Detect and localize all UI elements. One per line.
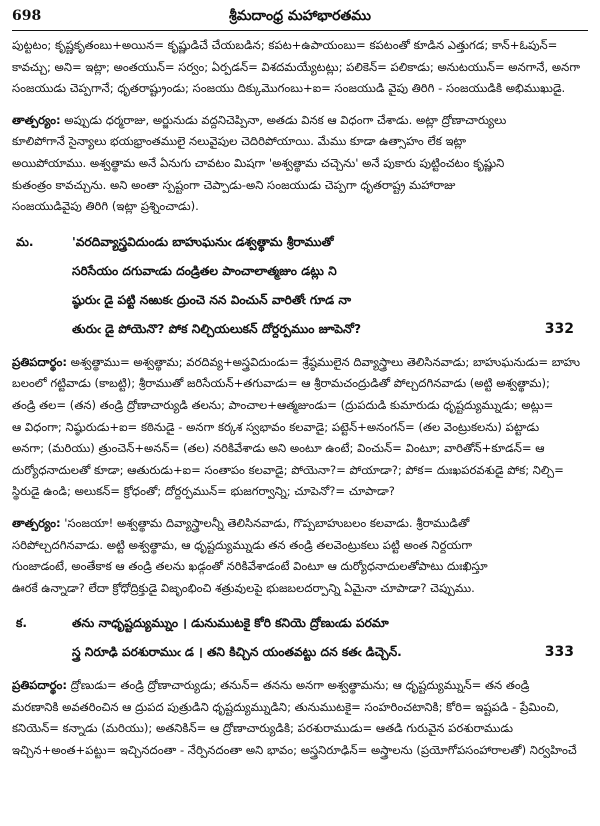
verse-333: [12, 609, 588, 667]
text-line: స్థిరుడై ఉండి; అలుకన్= క్రోధంతో; దోర్దర్పమున్= భుజగర్వాన్ని; చూపెనో?= చూపాడా?: [12, 484, 395, 499]
text-line: పుట్టటం; కృష్ణకృతంబు+అయిన= కృష్ణుడిచే చేయబడిన; కపట+ఉపాయంబు= కపటంతో కూడిన ఎత్తుగడ; కాన్+ఓపున్=: [12, 38, 558, 52]
verse-meter: మ.: [16, 234, 34, 249]
text-line: అనగా; (మరియు) త్రుంచెన్+అనన్= (తల) నరికివేశాడు అని అంటూ ఉంటే; వించున్= వింటూ; వారితోన్+కూడన్= ఆ: [12, 441, 545, 456]
text-line: కుతంత్రం కావచ్చును. అని అంతా స్పష్టంగా చెప్పాడు-అని సంజయుడు చెప్పగా ధృతరాష్ట్ర మహారాజు: [12, 177, 456, 192]
word-meaning-332: [12, 352, 588, 503]
text-line: సరిపోల్చదగినవాడు. అట్టి అశ్వత్థామ, ఆ ధృష్టద్యుమ్నుడు తన తండ్రి తలవెంట్రుకలు పట్టి అంత నిర్దయగా: [12, 537, 473, 552]
meaning-paragraph-1: [12, 110, 588, 218]
verse-line: 'వరదివ్యాస్త్రవిదుండు బాహుఘనుఁ డశ్వత్థామ శ్రీరాముతో: [72, 234, 334, 249]
verse-line: తురుఁ డై పోయెనొ? పోక నిల్చియలుకన్ దోర్దర్పముం జూపెనో?: [72, 321, 362, 336]
text-line: సంజయుడివైపు తిరిగి (ఇట్లా ప్రశ్నించాడు).: [12, 199, 199, 214]
book-title: శ్రీమదాంధ్ర మహాభారతము: [229, 8, 371, 24]
text-line: తాత్పర్యం: అప్పుడు ధర్మరాజు, అర్జునుడు వద్దనిచెప్పినా, అతడు వినక ఆ విధంగా చేశాడు. అట్లా ద్రోణాచార్యులు: [12, 112, 507, 127]
word-meaning-333: [12, 675, 588, 761]
section-label: ప్రతిపదార్థం:: [12, 678, 67, 693]
page-header: [12, 6, 588, 28]
meaning-paragraph-332: [12, 513, 588, 599]
verse-line: ష్ఠురుఁ డై పట్టి నఱుకఁ ద్రుంచె నన వించున్ వారితోఁ గూడ నా: [72, 292, 352, 307]
verse-line: సరిసేయం దగువాఁడు దండ్రితల పాంచాలాత్మజుం డట్లు ని: [72, 263, 337, 278]
verse-number: 333: [544, 644, 574, 661]
text-line: గుంజాడంటే, అంతేకాక ఆ తండ్రి తలను ఖడ్గంతో నరికివేశాడంటే వింటూ ఆ దుర్యోధనాదులతోపాటు దుఃఖిస్తూ: [12, 559, 488, 574]
text-line: తండ్రి తల= (తన) తండ్రి ద్రోణాచార్యుడి తలను; పాంచాల+ఆత్మజుండు= (ద్రుపదుడి కుమారుడు ధృష్టద్యుమ్నుడు; అట్లు=: [12, 397, 554, 412]
text-line: సంజయుడు చెప్పగానే; ధృతరాష్ట్రుండు; సంజయు దిక్కుమొగంబు+ఐ= సంజయుడి వైపు తిరిగి - సంజయుడికి అభిముఖుడై.: [12, 81, 566, 96]
page-number: 698: [12, 8, 42, 24]
text-line: ప్రతిపదార్థం: ద్రోణుడు= తండ్రి ద్రోణాచార్యుడు; తనున్= తనను అనగా అశ్వత్థామను; ఆ ధృష్టద్యుమ్నున్= తన తండ్రి: [12, 678, 530, 693]
text-line: కూలిపోగానే సైన్యాలు భయభ్రాంతములై నలువైపుల చెదిరిపోయాయి. మేము కూడా ఉత్సాహం లేక ఇట్లా: [12, 134, 467, 149]
verse-332: [12, 228, 588, 344]
word-meaning-continued: [12, 35, 588, 100]
section-label: తాత్పర్యం:: [12, 515, 61, 530]
text-line: దుర్యోధనాదులతో కూడా; ఆతురుడు+ఐ= సంతాపం కలవాడై; పోయెనా?= పోయాడా?; పోక= దుఃఖపరవశుడై పోక; నిల్చి=: [12, 462, 564, 477]
text-line: ఇచ్చిన+అంత+పట్టు= ఇచ్చినదంతా - నేర్పినదంతా అని భావం; అస్త్రనిరూఢిన్= అస్త్రాలను (ప్రయోగోపసంహారాలతో) నిర్వహించే: [12, 743, 577, 758]
text-line: కనియెన్= కన్నాడు (మరియు); అతనికిన్= ఆ ద్రోణాచార్యుడికి; పరశురాముడు= ఆతడి గురువైన పరశురాముడు: [12, 721, 514, 736]
verse-number: 332: [544, 320, 574, 337]
section-label: ప్రతిపదార్థం:: [12, 354, 67, 369]
text-line: మరణానికి అవతరించిన ఆ ద్రుపద పుత్రుడిని ధృష్టద్యుమ్నుడిని; తునుముటకై= సంహరించటానికి; కోరి= ఇష్టపడి - ప్రేమించి,: [12, 699, 559, 714]
verse-line: తను నాధృష్టద్యుమ్నుం । డునుముటకై కోరి కనియె ద్రోణుఁడు పరమా: [72, 616, 389, 631]
text-line: ప్రతిపదార్థం: అశ్వత్థాము= అశ్వత్థామ; వరదివ్య+అస్త్రవిదుండు= శ్రేష్ఠములైన దివ్యాస్త్రాలు తెలిసినవాడు; బాహుఘనుడు= బాహు: [12, 354, 581, 369]
text-line: తాత్పర్యం: 'సంజయా! అశ్వత్థామ దివ్యాస్త్రాలన్నీ తెలిసినవాడు, గొప్పబాహుబలం కలవాడు. శ్రీరాముడితో: [12, 515, 470, 530]
verse-meter: క.: [16, 616, 27, 631]
section-label: తాత్పర్యం:: [12, 112, 61, 127]
text-line: అయిపోయాము. అశ్వత్థామ అనే ఏనుగు చావటం మిషగా 'అశ్వత్థామ చచ్చెను' అనే పుకారు పుట్టించటం కృష్ణుని: [12, 155, 505, 170]
verse-line: స్త్ర నిరూఢి పరశురాముఁ డ । తని కిచ్చిన యంతవట్టు దన కతఁ డిచ్చెన్.: [72, 645, 402, 660]
text-line: ఊరకే ఉన్నాడా? లేదా క్రోధోద్రిక్తుడై విజృంభించి శత్రువులపై భుజబలదర్పాన్ని ఏమైనా చూపాడా? చెప్పుము.: [12, 580, 475, 595]
text-line: ఆ విధంగా; నిష్ఠురుడు+ఐ= కఠినుడై - అనగా కర్కశ స్వభావం కలవాడై; పట్టెన్+అనంగన్= (తల వెంట్రుకలను) పట్టాడు: [12, 419, 540, 434]
header-rule: [12, 30, 588, 31]
text-line: కావచ్చు; అని= ఇట్లా; అంతయున్= సర్వం; ఏర్పడన్= విశదమయ్యేటట్లు; పలికెన్= పలికాడు; అనుటయున్= అనగానే, అనగా: [12, 59, 580, 74]
text-line: బలంలో గట్టివాడు (కాబట్టి); శ్రీరాముతో జరిసేయన్+తగువాడు= ఆ శ్రీరామచంద్రుడితో పోల్చదగినవాడు (అట్టి అశ్వత్థామ);: [12, 376, 550, 391]
